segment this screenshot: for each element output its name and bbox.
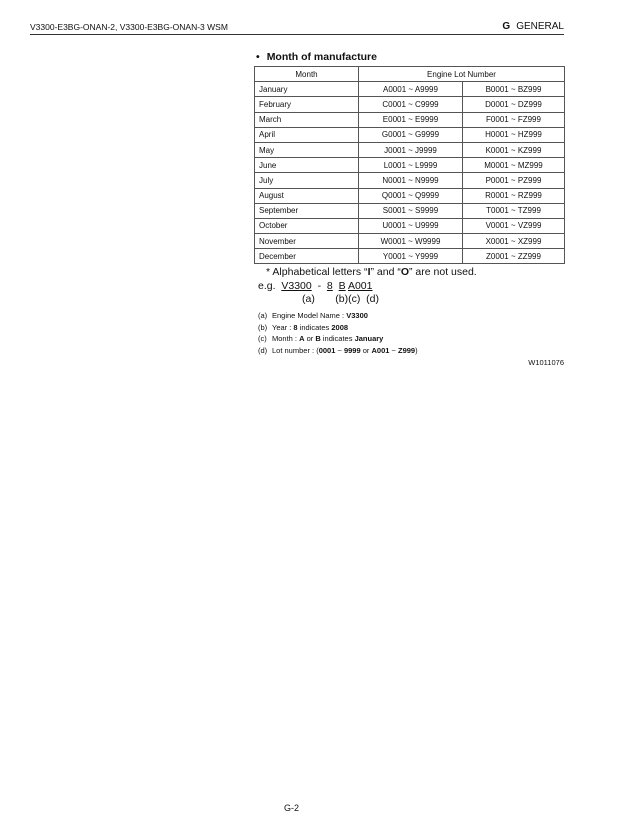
- definition-key: (a): [258, 311, 268, 320]
- lot-range-b: K0001 ~ KZ999: [463, 142, 565, 157]
- definition-text: or: [304, 334, 316, 343]
- definition-item: [258, 345, 418, 357]
- lot-range-b: R0001 ~ RZ999: [463, 188, 565, 203]
- header-section: [502, 21, 564, 32]
- example-prefix: e.g.: [258, 280, 276, 292]
- definition-text: ): [415, 345, 418, 355]
- definition-item: [258, 333, 418, 345]
- table-row: [255, 203, 565, 218]
- lot-range-a: A0001 ~ A9999: [359, 82, 463, 97]
- month-cell: January: [255, 82, 359, 97]
- section-heading: [256, 51, 377, 63]
- definition-bold: A: [299, 334, 305, 343]
- header-model-line: V3300-E3BG-ONAN-2, V3300-E3BG-ONAN-3 WSM: [30, 22, 228, 32]
- lot-range-b: D0001 ~ DZ999: [463, 97, 565, 112]
- lot-range-a: Q0001 ~ Q9999: [359, 188, 463, 203]
- lot-range-b: M0001 ~ MZ999: [463, 158, 565, 173]
- definition-text: Engine Model Name :: [272, 311, 347, 320]
- month-cell: February: [255, 97, 359, 112]
- table-row: [255, 173, 565, 188]
- definition-bold: V3300: [346, 311, 368, 320]
- note-letter-o: O: [400, 266, 410, 278]
- lot-range-b: H0001 ~ HZ999: [463, 127, 565, 142]
- month-cell: May: [255, 142, 359, 157]
- definition-key: (c): [258, 334, 267, 343]
- note-middle: ” and “: [370, 266, 401, 278]
- month-cell: June: [255, 158, 359, 173]
- header-section-letter: G: [502, 21, 511, 32]
- definition-bold: B: [315, 334, 321, 343]
- definition-list: [258, 310, 418, 356]
- table-row: [255, 142, 565, 157]
- table-row: [255, 249, 565, 264]
- table-header-row: [255, 67, 565, 82]
- col-header-month: Month: [255, 67, 359, 82]
- table-row: [255, 112, 565, 127]
- example-lot: A001: [347, 280, 373, 292]
- lot-range-b: Z0001 ~ ZZ999: [463, 249, 565, 264]
- lot-range-b: B0001 ~ BZ999: [463, 82, 565, 97]
- example-serial: [258, 280, 373, 292]
- month-cell: March: [255, 112, 359, 127]
- lot-range-a: J0001 ~ J9999: [359, 142, 463, 157]
- lot-range-a: G0001 ~ G9999: [359, 127, 463, 142]
- page-number: G-2: [284, 803, 300, 813]
- month-cell: December: [255, 249, 359, 264]
- example-model: V3300: [281, 280, 312, 292]
- lot-range-b: V0001 ~ VZ999: [463, 218, 565, 233]
- lot-range-a: L0001 ~ L9999: [359, 158, 463, 173]
- note-letter-i: I: [367, 266, 371, 278]
- lot-range-b: P0001 ~ PZ999: [463, 173, 565, 188]
- definition-text: Lot number : (: [272, 345, 319, 355]
- table-row: [255, 158, 565, 173]
- definition-bold: January: [354, 334, 384, 343]
- example-year: 8: [326, 280, 333, 292]
- definition-text: indicates: [320, 334, 355, 343]
- month-cell: October: [255, 218, 359, 233]
- table-row: [255, 127, 565, 142]
- definition-bold: 0001: [318, 345, 336, 355]
- lot-range-b: X0001 ~ XZ999: [463, 234, 565, 249]
- header-rule: [30, 34, 564, 35]
- definition-text: or: [360, 345, 372, 355]
- note-suffix: ” are not used.: [409, 266, 477, 278]
- section-title: Month of manufacture: [266, 51, 377, 63]
- table-row: [255, 82, 565, 97]
- header-section-name: GENERAL: [516, 21, 564, 32]
- table-row: [255, 218, 565, 233]
- table-row: [255, 97, 565, 112]
- lot-range-a: W0001 ~ W9999: [359, 234, 463, 249]
- example-dash: -: [317, 280, 322, 292]
- table-row: [255, 188, 565, 203]
- definition-bold: 8: [293, 322, 298, 332]
- definition-text: indicates: [297, 322, 332, 332]
- month-cell: November: [255, 234, 359, 249]
- document-code: W1011076: [528, 358, 564, 367]
- lot-range-a: C0001 ~ C9999: [359, 97, 463, 112]
- month-cell: July: [255, 173, 359, 188]
- lot-range-a: U0001 ~ U9999: [359, 218, 463, 233]
- lot-range-a: S0001 ~ S9999: [359, 203, 463, 218]
- lot-range-a: Y0001 ~ Y9999: [359, 249, 463, 264]
- definition-text: ~: [335, 345, 344, 355]
- definition-bold: A001: [371, 345, 390, 355]
- alphabet-note: [266, 266, 477, 278]
- lot-range-b: F0001 ~ FZ999: [463, 112, 565, 127]
- table-row: [255, 234, 565, 249]
- definition-text: Year :: [272, 322, 294, 332]
- definition-text: ~: [389, 345, 398, 355]
- definition-item: [258, 310, 418, 322]
- month-cell: April: [255, 127, 359, 142]
- bullet-icon: •: [256, 51, 260, 63]
- month-lot-table: [254, 66, 565, 264]
- lot-range-b: T0001 ~ TZ999: [463, 203, 565, 218]
- col-header-lot: Engine Lot Number: [359, 67, 565, 82]
- definition-bold: 9999: [343, 345, 361, 355]
- note-prefix: * Alphabetical letters “: [266, 266, 368, 278]
- month-cell: September: [255, 203, 359, 218]
- lot-range-a: E0001 ~ E9999: [359, 112, 463, 127]
- month-cell: August: [255, 188, 359, 203]
- definition-bold: 2008: [331, 322, 349, 332]
- definition-bold: Z999: [397, 345, 416, 355]
- definition-key: (b): [258, 322, 268, 332]
- example-month: B: [338, 280, 346, 292]
- definition-key: (d): [258, 345, 268, 355]
- lot-range-a: N0001 ~ N9999: [359, 173, 463, 188]
- definition-text: Month :: [272, 334, 300, 343]
- example-labels: (a) (b)(c) (d): [302, 293, 379, 305]
- definition-item: [258, 322, 418, 334]
